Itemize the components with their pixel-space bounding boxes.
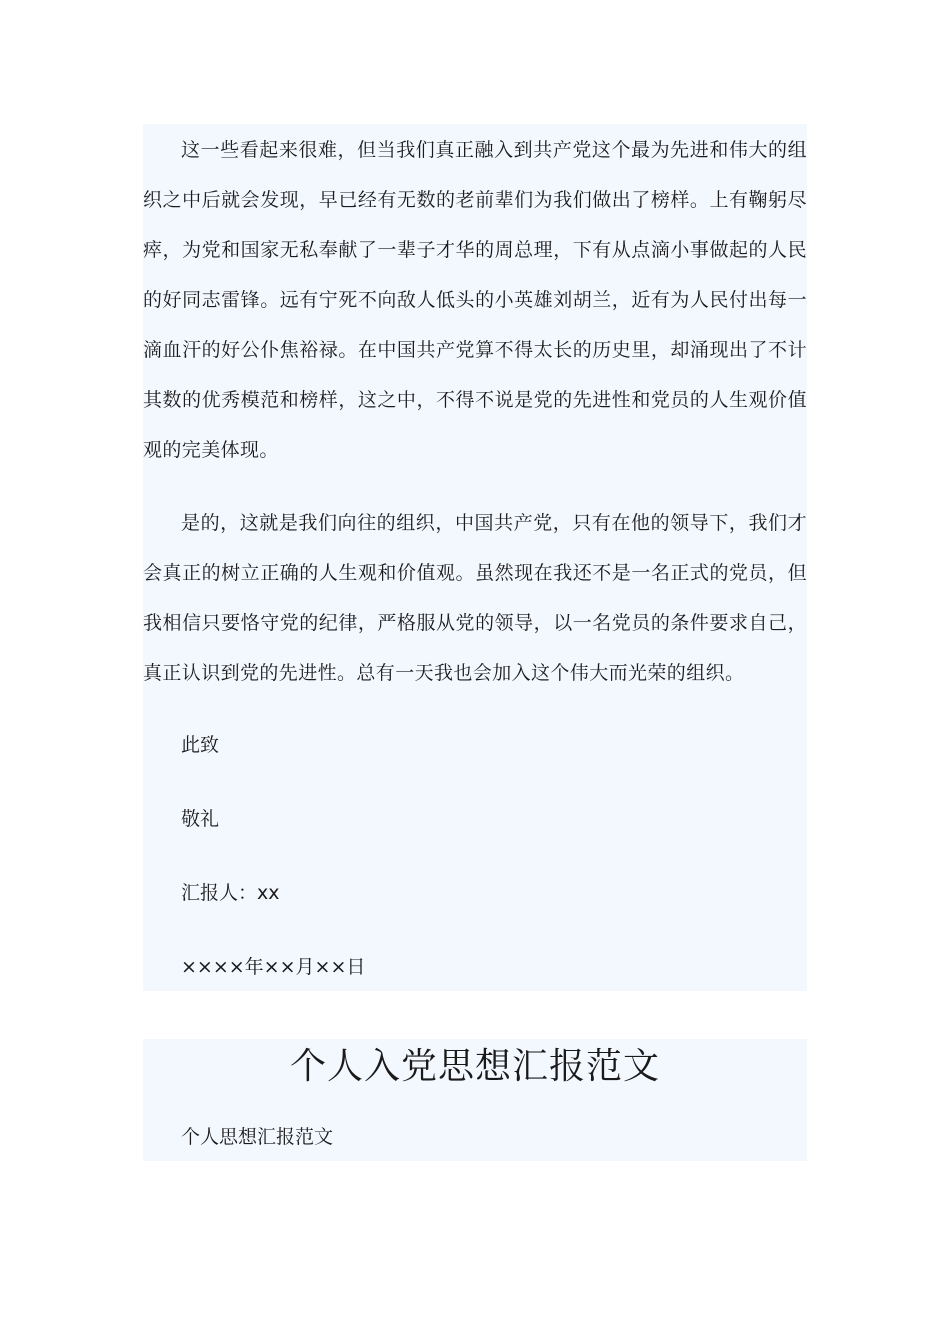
body-paragraph-2: 是的，这就是我们向往的组织，中国共产党，只有在他的领导下，我们才会真正的树立正确的人生观和价值观。虽然现在我还不是一名正式的党员，但我相信只要恪守党的纪律，严格服从党的领导，以一名党员的条件要求自己，真正认识到党的先进性。总有一天我也会加入这个伟大而光荣的组织。: [143, 512, 807, 684]
report-date: ××××年××月××日: [181, 956, 366, 978]
next-document-section: [143, 1039, 807, 1161]
reporter-signature: 汇报人：xx: [181, 882, 280, 904]
document-subtitle: 个人思想汇报范文: [181, 1126, 334, 1148]
closing-regards: 敬礼: [181, 808, 220, 830]
closing-salutation: 此致: [181, 734, 220, 756]
document-title: 个人入党思想汇报范文: [289, 1046, 660, 1087]
letter-body-section: [143, 124, 807, 991]
body-paragraph-1: 这一些看起来很难，但当我们真正融入到共产党这个最为先进和伟大的组织之中后就会发现，早已经有无数的老前辈们为我们做出了榜样。上有鞠躬尽瘁，为党和国家无私奉献了一辈子才华的周总理，下有从点滴小事做起的人民的好同志雷锋。远有宁死不向敌人低头的小英雄刘胡兰，近有为人民付出每一滴血汗的好公仆焦裕禄。在中国共产党算不得太长的历史里，却涌现出了不计其数的优秀模范和榜样，这之中，不得不说是党的先进性和党员的人生观价值观的完美体现。: [143, 139, 807, 461]
